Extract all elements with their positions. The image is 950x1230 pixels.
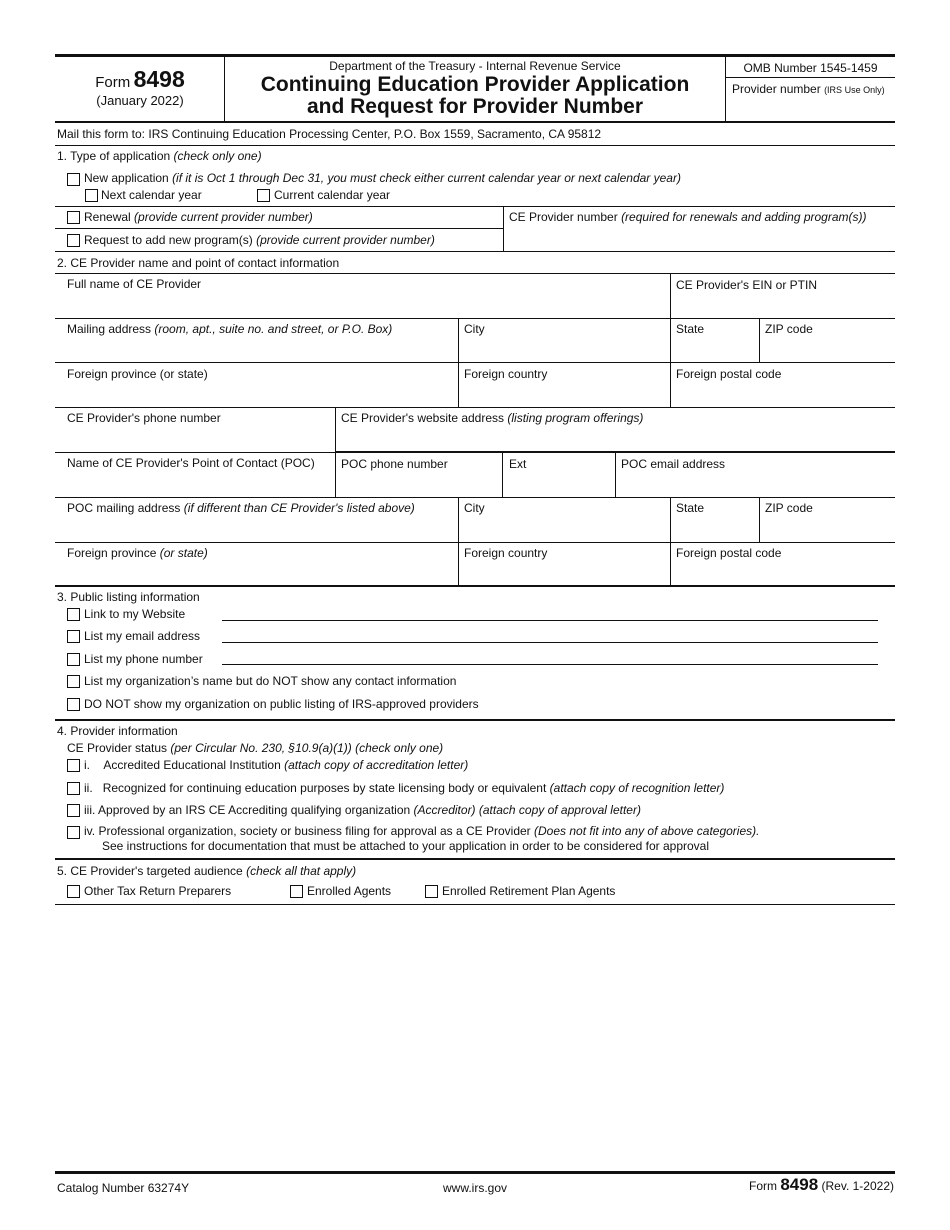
poc-foreign-province-label: Foreign province (or state) xyxy=(67,546,208,560)
poc-foreign-country-field[interactable] xyxy=(462,562,666,584)
otrp-checkbox[interactable] xyxy=(67,885,80,898)
status-ii-label: ii. Recognized for continuing education purposes by state licensing body or equivalent (attach copy of recognition letter) xyxy=(84,781,725,795)
poc-name-field[interactable] xyxy=(60,472,330,494)
status-i-label: i. Accredited Educational Institution (attach copy of accreditation letter) xyxy=(84,758,469,772)
poc-phone-field[interactable] xyxy=(339,473,499,495)
city-label: City xyxy=(464,322,485,336)
foreign-province-label: Foreign province (or state) xyxy=(67,367,208,381)
add-program-checkbox[interactable] xyxy=(67,234,80,247)
section3-title: 3. Public listing information xyxy=(57,590,200,604)
footer-form-id: Form 8498 (Rev. 1-2022) xyxy=(749,1175,894,1194)
poc-state-field[interactable] xyxy=(674,517,756,539)
status-ii-checkbox[interactable] xyxy=(67,782,80,795)
poc-name-label: Name of CE Provider's Point of Contact (POC) xyxy=(67,456,315,470)
enrolled-agents-label: Enrolled Agents xyxy=(307,884,392,898)
next-calendar-year-label: Next calendar year xyxy=(101,188,202,202)
renewal-checkbox[interactable] xyxy=(67,211,80,224)
no-show-checkbox[interactable] xyxy=(67,698,80,711)
current-calendar-year-checkbox[interactable] xyxy=(257,189,270,202)
erpa-checkbox[interactable] xyxy=(425,885,438,898)
poc-state-label: State xyxy=(676,501,705,515)
state-field[interactable] xyxy=(674,338,756,360)
provider-number-label: Provider number (IRS Use Only) xyxy=(732,82,885,96)
catalog-number: Catalog Number 63274Y xyxy=(57,1181,190,1195)
phone-label: CE Provider's phone number xyxy=(67,411,221,425)
foreign-country-field[interactable] xyxy=(462,383,666,405)
state-label: State xyxy=(676,322,705,336)
form-date: (January 2022) xyxy=(96,93,184,108)
irs-website: www.irs.gov xyxy=(442,1181,507,1195)
zip-field[interactable] xyxy=(763,338,893,360)
status-i-checkbox[interactable] xyxy=(67,759,80,772)
form-prefix: Form xyxy=(95,74,131,91)
current-calendar-year-label: Current calendar year xyxy=(274,188,391,202)
form-id xyxy=(60,66,220,93)
poc-ext-label: Ext xyxy=(509,457,527,471)
agency: Department of the Treasury - Internal Revenue Service xyxy=(329,59,621,73)
list-phone-checkbox[interactable] xyxy=(67,653,80,666)
list-phone-field[interactable] xyxy=(222,664,878,665)
form-title-line1: Continuing Education Provider Application xyxy=(260,73,690,96)
status-iv-checkbox[interactable] xyxy=(67,826,80,839)
poc-city-field[interactable] xyxy=(462,517,666,539)
full-name-label: Full name of CE Provider xyxy=(67,277,202,291)
add-program-label: Request to add new program(s) (provide current provider number) xyxy=(84,233,435,247)
poc-mailing-field[interactable] xyxy=(60,517,454,539)
mailing-address-field[interactable] xyxy=(60,338,454,360)
section2-title: 2. CE Provider name and point of contact information xyxy=(57,256,340,270)
poc-email-field[interactable] xyxy=(619,473,892,495)
omb-number: OMB Number 1545-1459 xyxy=(743,61,878,75)
renewal-label: Renewal (provide current provider number) xyxy=(84,210,313,224)
ein-field[interactable] xyxy=(674,294,892,316)
poc-zip-label: ZIP code xyxy=(765,501,813,515)
foreign-country-label: Foreign country xyxy=(464,367,548,381)
foreign-postal-field[interactable] xyxy=(674,383,892,405)
poc-foreign-province-field[interactable] xyxy=(60,562,454,584)
mailing-address-label: Mailing address (room, apt., suite no. and street, or P.O. Box) xyxy=(67,322,393,336)
status-iv-label: iv. Professional organization, society or business filing for approval as a CE Provider (Does not fit into any of above categories). xyxy=(84,824,760,838)
poc-ext-field[interactable] xyxy=(506,473,612,495)
full-name-field[interactable] xyxy=(60,292,665,316)
city-field[interactable] xyxy=(462,338,666,360)
foreign-postal-label: Foreign postal code xyxy=(676,367,782,381)
link-website-checkbox[interactable] xyxy=(67,608,80,621)
status-iv-instructions: See instructions for documentation that must be attached to your application in order to be considered for approval xyxy=(102,839,710,853)
link-website-field[interactable] xyxy=(222,620,878,621)
provider-status-label: CE Provider status (per Circular No. 230, §10.9(a)(1)) (check only one) xyxy=(67,741,444,755)
new-application-label: New application (if it is Oct 1 through Dec 31, you must check either current calendar year or next calendar year) xyxy=(84,171,681,185)
ce-provider-number-label: CE Provider number (required for renewals and adding program(s)) xyxy=(509,210,867,224)
section5-title: 5. CE Provider's targeted audience (check all that apply) xyxy=(57,864,357,878)
poc-phone-label: POC phone number xyxy=(341,457,448,471)
erpa-label: Enrolled Retirement Plan Agents xyxy=(442,884,616,898)
foreign-province-field[interactable] xyxy=(60,383,454,405)
new-application-checkbox[interactable] xyxy=(67,173,80,186)
ein-label: CE Provider's EIN or PTIN xyxy=(676,278,817,292)
form-title-line2: and Request for Provider Number xyxy=(306,95,644,118)
poc-zip-field[interactable] xyxy=(763,517,893,539)
form-number: 8498 xyxy=(133,66,185,92)
poc-city-label: City xyxy=(464,501,485,515)
website-field[interactable] xyxy=(339,427,892,449)
mail-instructions: Mail this form to: IRS Continuing Education Processing Center, P.O. Box 1559, Sacramento, CA 95812 xyxy=(57,127,602,141)
poc-mailing-label: POC mailing address (if different than CE Provider's listed above) xyxy=(67,501,415,515)
status-iii-checkbox[interactable] xyxy=(67,804,80,817)
list-email-field[interactable] xyxy=(222,642,878,643)
section4-title: 4. Provider information xyxy=(57,724,178,738)
name-only-checkbox[interactable] xyxy=(67,675,80,688)
no-show-label: DO NOT show my organization on public listing of IRS-approved providers xyxy=(84,697,479,711)
otrp-label: Other Tax Return Preparers xyxy=(84,884,232,898)
next-calendar-year-checkbox[interactable] xyxy=(85,189,98,202)
poc-foreign-country-label: Foreign country xyxy=(464,546,548,560)
link-website-label: Link to my Website xyxy=(84,607,186,621)
list-phone-label: List my phone number xyxy=(84,652,203,666)
list-email-label: List my email address xyxy=(84,629,201,643)
status-iii-label: iii. Approved by an IRS CE Accrediting qualifying organization (Accreditor) (attach copy of approval letter) xyxy=(84,803,641,817)
poc-foreign-postal-label: Foreign postal code xyxy=(676,546,782,560)
enrolled-agents-checkbox[interactable] xyxy=(290,885,303,898)
zip-label: ZIP code xyxy=(765,322,813,336)
poc-foreign-postal-field[interactable] xyxy=(674,562,892,584)
section1-title: 1. Type of application (check only one) xyxy=(57,149,262,163)
name-only-label: List my organization’s name but do NOT show any contact information xyxy=(84,674,457,688)
phone-field[interactable] xyxy=(60,427,330,449)
poc-email-label: POC email address xyxy=(621,457,726,471)
website-label: CE Provider's website address (listing program offerings) xyxy=(341,411,644,425)
list-email-checkbox[interactable] xyxy=(67,630,80,643)
